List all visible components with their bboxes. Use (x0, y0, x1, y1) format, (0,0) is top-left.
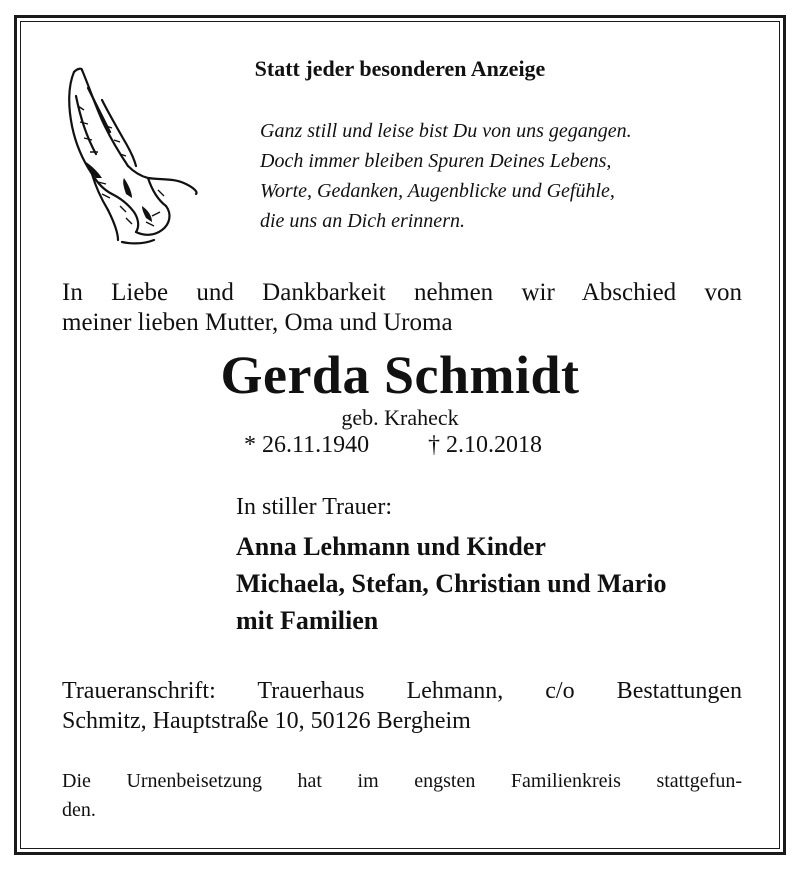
intro-line: meiner lieben Mutter, Oma und Uroma (62, 309, 453, 336)
notice-header: Statt jeder besonderen Anzeige (254, 56, 546, 81)
mourner-line: mit Familien (236, 606, 379, 635)
mourners-list (236, 528, 666, 639)
burial-line: den. (62, 799, 96, 821)
burial-line: Die Urnenbeisetzung hat im engsten Familienkreis stattgefun- (62, 770, 742, 792)
burial-notice (62, 767, 742, 825)
mourner-line: Anna Lehmann und Kinder (236, 532, 546, 561)
praying-hands-icon (62, 66, 202, 246)
poem-line: Doch immer bleiben Spuren Deines Lebens, (260, 150, 612, 172)
birth-name: geb. Kraheck (341, 405, 459, 430)
mourners-label: In stiller Trauer: (236, 494, 392, 520)
mourning-address (62, 676, 742, 736)
mourner-line: Michaela, Stefan, Christian und Mario (236, 569, 667, 598)
intro-text (62, 278, 742, 338)
address-line: Traueranschrift: Trauerhaus Lehmann, c/o Bestattungen (62, 678, 742, 704)
poem-line: Ganz still und leise bist Du von uns gegangen. (260, 120, 632, 142)
intro-line: In Liebe und Dankbarkeit nehmen wir Abschied von (62, 279, 742, 306)
poem-line: die uns an Dich erinnern. (260, 210, 465, 232)
address-line: Schmitz, Hauptstraße 10, 50126 Bergheim (62, 708, 471, 734)
death-date: † 2.10.2018 (428, 432, 542, 458)
poem-line: Worte, Gedanken, Augenblicke und Gefühle, (260, 180, 615, 202)
deceased-name: Gerda Schmidt (220, 345, 580, 405)
birth-date: * 26.11.1940 (244, 432, 370, 458)
poem (260, 116, 632, 236)
